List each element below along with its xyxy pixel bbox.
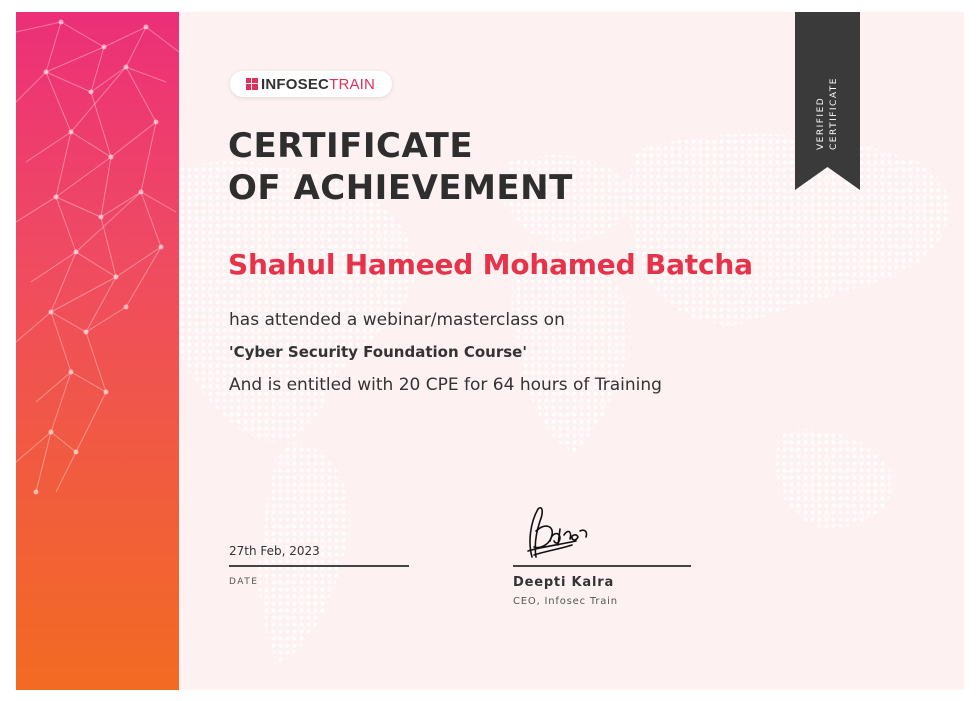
infosectrain-logo	[230, 71, 392, 97]
recipient-name: Shahul Hameed Mohamed Batcha	[228, 248, 753, 281]
course-name: 'Cyber Security Foundation Course'	[229, 343, 527, 361]
logo-mark-icon	[246, 78, 258, 90]
logo-text-infosec: INFOSEC	[261, 75, 330, 93]
title-line2: OF ACHIEVEMENT	[228, 168, 573, 208]
signature-image	[514, 501, 594, 563]
network-pattern	[16, 12, 179, 690]
certificate-title	[228, 125, 573, 209]
attendance-text: has attended a webinar/masterclass on	[229, 310, 565, 330]
signature-line	[513, 565, 691, 567]
ribbon-line1: VERIFIED	[816, 96, 826, 150]
verified-ribbon-text	[795, 12, 860, 172]
title-line1: CERTIFICATE	[228, 126, 474, 166]
signatory-name: Deepti Kalra	[513, 575, 615, 590]
certificate-page	[16, 12, 964, 690]
signatory-title: CEO, Infosec Train	[513, 596, 618, 607]
cpe-text: And is entitled with 20 CPE for 64 hours of Training	[229, 375, 662, 395]
ribbon-line2: CERTIFICATE	[829, 77, 839, 150]
date-value: 27th Feb, 2023	[229, 544, 320, 558]
logo-text-train: TRAIN	[329, 75, 376, 93]
date-label: DATE	[229, 577, 259, 587]
logo-wordmark	[261, 76, 375, 93]
decorative-gradient-panel	[16, 12, 179, 690]
date-line	[229, 565, 409, 567]
